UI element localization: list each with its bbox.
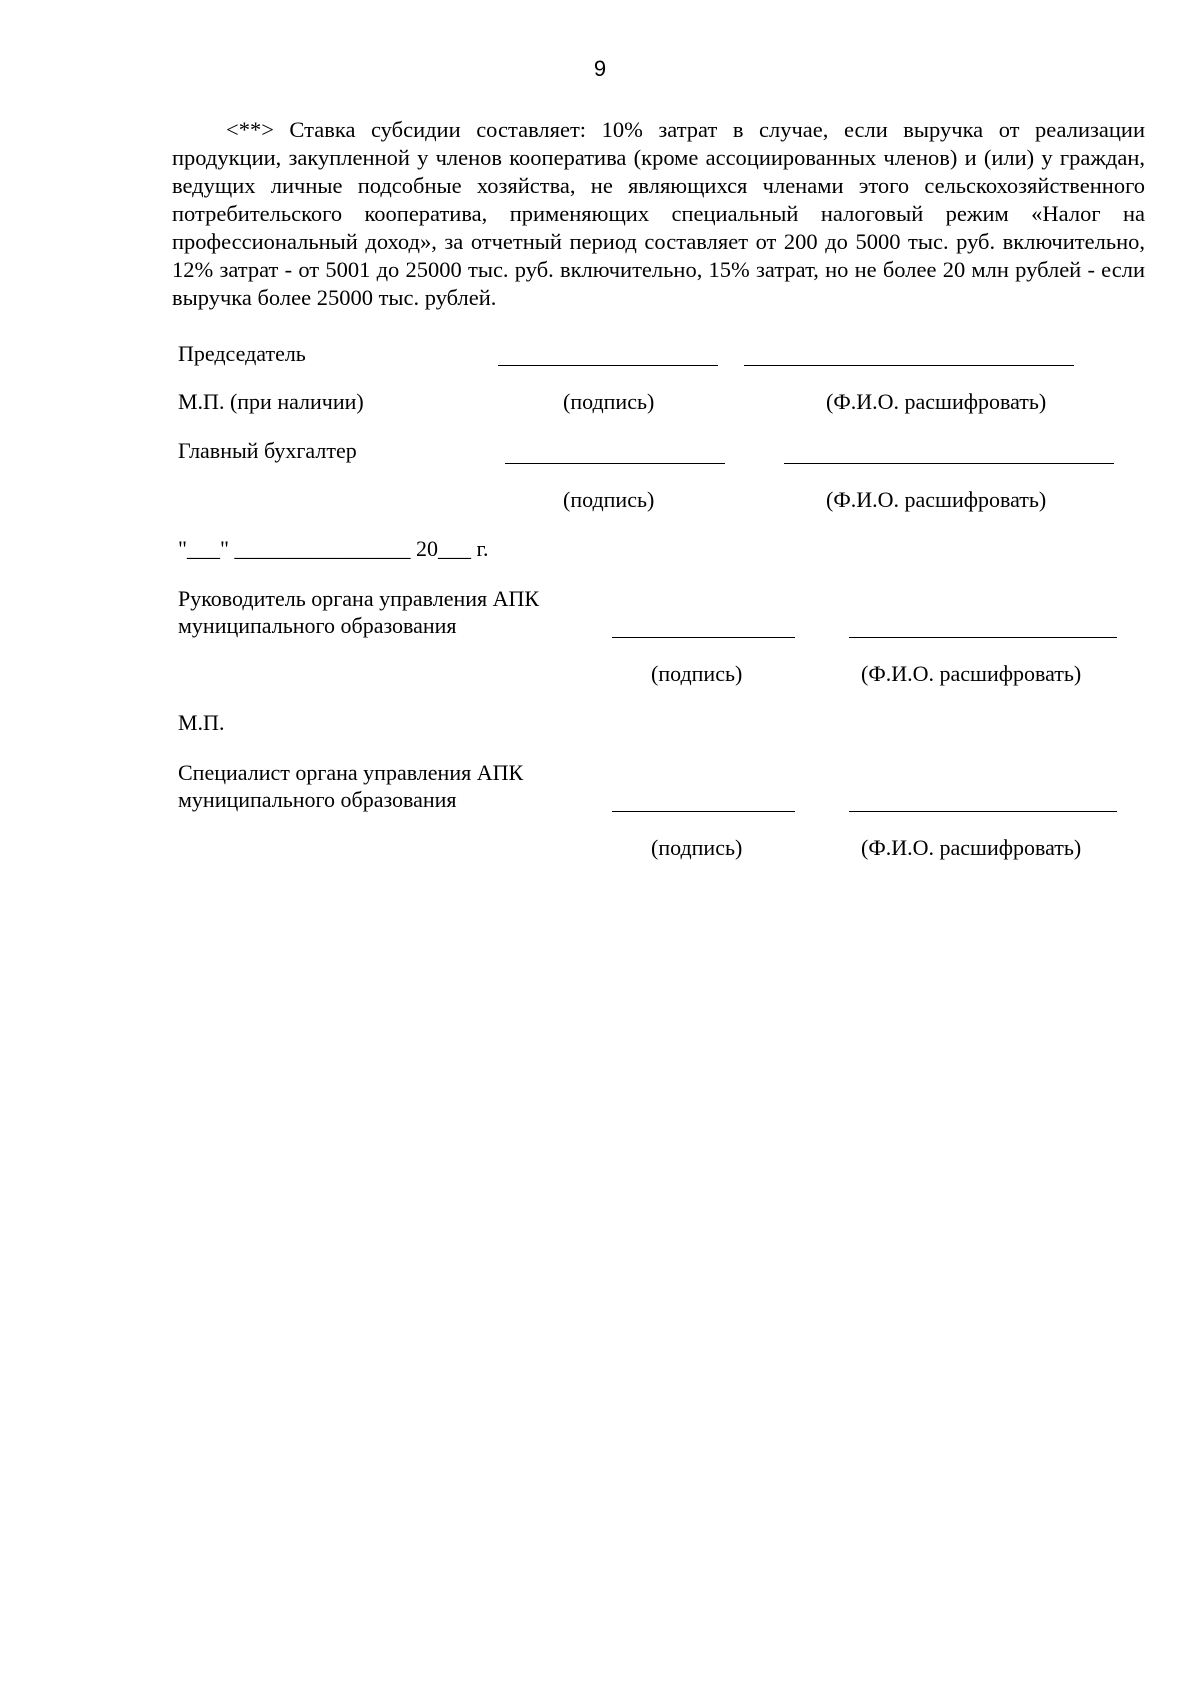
- chairman-label: Председатель: [178, 341, 306, 366]
- chairman-name-line: [744, 365, 1074, 366]
- head-label-line1: Руководитель органа управления АПК: [178, 586, 540, 611]
- chairman-signature-line: [498, 365, 718, 366]
- chairman-signature-caption: (подпись): [563, 389, 655, 414]
- stamp-label-optional: М.П. (при наличии): [178, 389, 364, 414]
- accountant-name-line: [784, 463, 1114, 464]
- specialist-name-caption: (Ф.И.О. расшифровать): [861, 835, 1082, 860]
- specialist-signature-line: [612, 811, 795, 812]
- accountant-signature-line: [505, 463, 725, 464]
- head-name-line: [849, 637, 1117, 638]
- date-line: "___" ________________ 20___ г.: [178, 536, 489, 561]
- footnote-paragraph: <**> Ставка субсидии составляет: 10% затрат в случае, если выручка от реализации продукции, закупленной у членов кооператива (кроме ассоциированных членов) и (или) у граждан, ведущих личные подсобные хозяйства, не являющихся членами этого сельскохозяйственного потребительского кооператива, применяющих специальный налоговый режим «Налог на профессиональный доход», за отчетный период составляет от 200 до 5000 тыс. руб. включительно, 12% затрат - от 5001 до 25000 тыс. руб. включительно, 15% затрат, но не более 20 млн рублей - если выручка более 25000 тыс. рублей.: [172, 117, 1145, 310]
- head-name-caption: (Ф.И.О. расшифровать): [861, 661, 1082, 686]
- chairman-name-caption: (Ф.И.О. расшифровать): [826, 389, 1047, 414]
- head-label-line2: муниципального образования: [178, 613, 457, 638]
- stamp-label: М.П.: [178, 710, 225, 735]
- head-signature-caption: (подпись): [651, 661, 743, 686]
- head-signature-line: [612, 637, 795, 638]
- specialist-signature-caption: (подпись): [651, 835, 743, 860]
- accountant-label: Главный бухгалтер: [178, 438, 357, 463]
- accountant-name-caption: (Ф.И.О. расшифровать): [826, 487, 1047, 512]
- specialist-label-line1: Специалист органа управления АПК: [178, 760, 524, 785]
- page-number: 9: [593, 56, 607, 81]
- accountant-signature-caption: (подпись): [563, 487, 655, 512]
- specialist-name-line: [849, 811, 1117, 812]
- specialist-label-line2: муниципального образования: [178, 787, 457, 812]
